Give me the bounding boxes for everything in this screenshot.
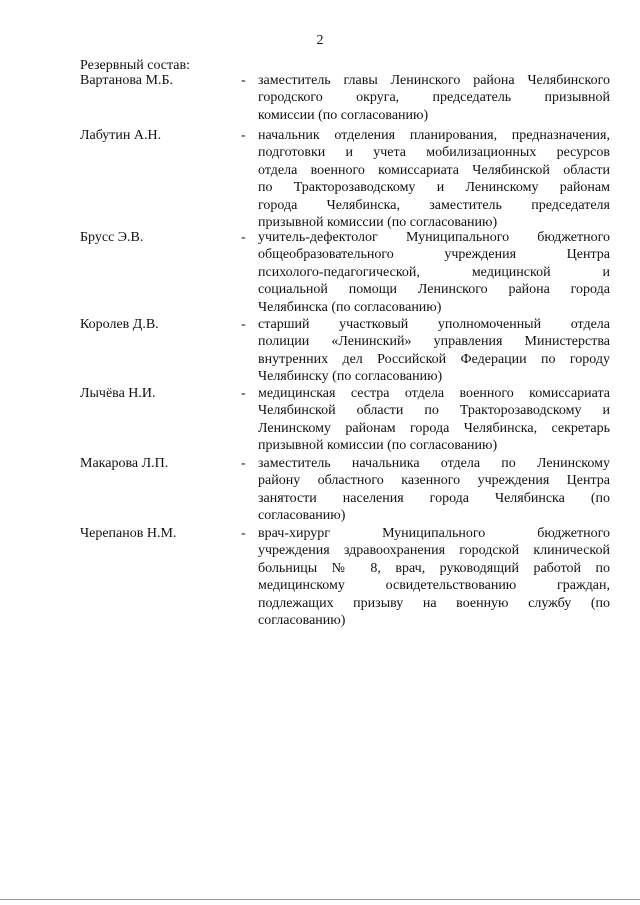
member-role-line: району областного казенного учреждения Центра <box>258 473 610 489</box>
member-role-line: занятости населения города Челябинска (по <box>258 490 610 506</box>
member-role-line: Ленинскому районам города Челябинска, секретарь <box>258 420 610 436</box>
member-role-line: призывной комиссии (по согласованию) <box>258 215 498 231</box>
member-dash: - <box>241 456 246 471</box>
member-role-line: полиции «Ленинский» управления Министерства <box>258 334 610 350</box>
member-role-line: Челябинска (по согласованию) <box>258 299 442 315</box>
member-name: Королев Д.В. <box>80 317 159 332</box>
member-role <box>258 127 610 231</box>
member-role-line: по Тракторозаводскому и Ленинскому районам <box>258 180 610 196</box>
member-dash: - <box>241 73 246 88</box>
member-role <box>258 72 610 124</box>
member-role-line: психолого-педагогической, медицинской и <box>258 264 610 280</box>
member-role-line: медицинская сестра отдела военного комиссариата <box>258 386 610 401</box>
member-role-line: социальной помощи Ленинского района города <box>258 282 610 298</box>
member-name: Лабутин А.Н. <box>80 128 162 143</box>
member-name: Черепанов Н.М. <box>80 526 177 541</box>
member-role-line: учреждения здравоохранения городской клинической <box>258 543 610 559</box>
member-role-line: Челябинской области по Тракторозаводскому и <box>258 403 610 419</box>
member-role-line: общеобразовательного учреждения Центра <box>258 247 610 263</box>
member-role-line: согласованию) <box>258 613 346 629</box>
member-role-line: начальник отделения планирования, предназначения, <box>258 128 610 143</box>
member-role-line: Челябинску (по согласованию) <box>258 369 443 385</box>
member-role-line: больницы № 8, врач, руководящий работой по <box>258 560 610 576</box>
member-name: Брусс Э.В. <box>80 230 144 245</box>
member-name: Макарова Л.П. <box>80 456 169 471</box>
member-role <box>258 385 610 455</box>
section-title: Резервный состав: <box>80 58 191 73</box>
member-role-line: отдела военного комиссариата Челябинской области <box>258 162 610 178</box>
member-role-line: учитель-дефектолог Муниципального бюджетного <box>258 230 610 245</box>
member-role-line: городского округа, председатель призывной <box>258 90 610 106</box>
member-role <box>258 229 610 316</box>
member-dash: - <box>241 526 246 541</box>
member-dash: - <box>241 128 246 143</box>
member-role-line: призывной комиссии (по согласованию) <box>258 438 498 454</box>
member-role-line: города Челябинска, заместитель председателя <box>258 197 610 213</box>
member-role <box>258 455 610 525</box>
member-role-line: врач-хирург Муниципального бюджетного <box>258 526 610 541</box>
member-role-line: подлежащих призыву на военную службу (по <box>258 595 610 611</box>
member-role-line: медицинскому освидетельствованию граждан, <box>258 578 610 594</box>
member-role-line: заместитель начальника отдела по Ленинскому <box>258 456 610 471</box>
member-role-line: внутренних дел Российской Федерации по городу <box>258 351 610 367</box>
member-role-line: заместитель главы Ленинского района Челябинского <box>258 73 610 88</box>
member-name: Вартанова М.Б. <box>80 73 173 88</box>
member-dash: - <box>241 230 246 245</box>
bottom-rule <box>0 899 640 900</box>
member-dash: - <box>241 317 246 332</box>
member-role-line: подготовки и учета мобилизационных ресурсов <box>258 145 610 161</box>
member-name: Лычёва Н.И. <box>80 386 156 401</box>
member-role <box>258 316 610 386</box>
member-role-line: согласованию) <box>258 508 346 524</box>
member-role-line: комиссии (по согласованию) <box>258 107 429 123</box>
page-number: 2 <box>316 33 324 48</box>
member-role-line: старший участковый уполномоченный отдела <box>258 317 610 332</box>
member-dash: - <box>241 386 246 401</box>
member-role <box>258 525 610 629</box>
